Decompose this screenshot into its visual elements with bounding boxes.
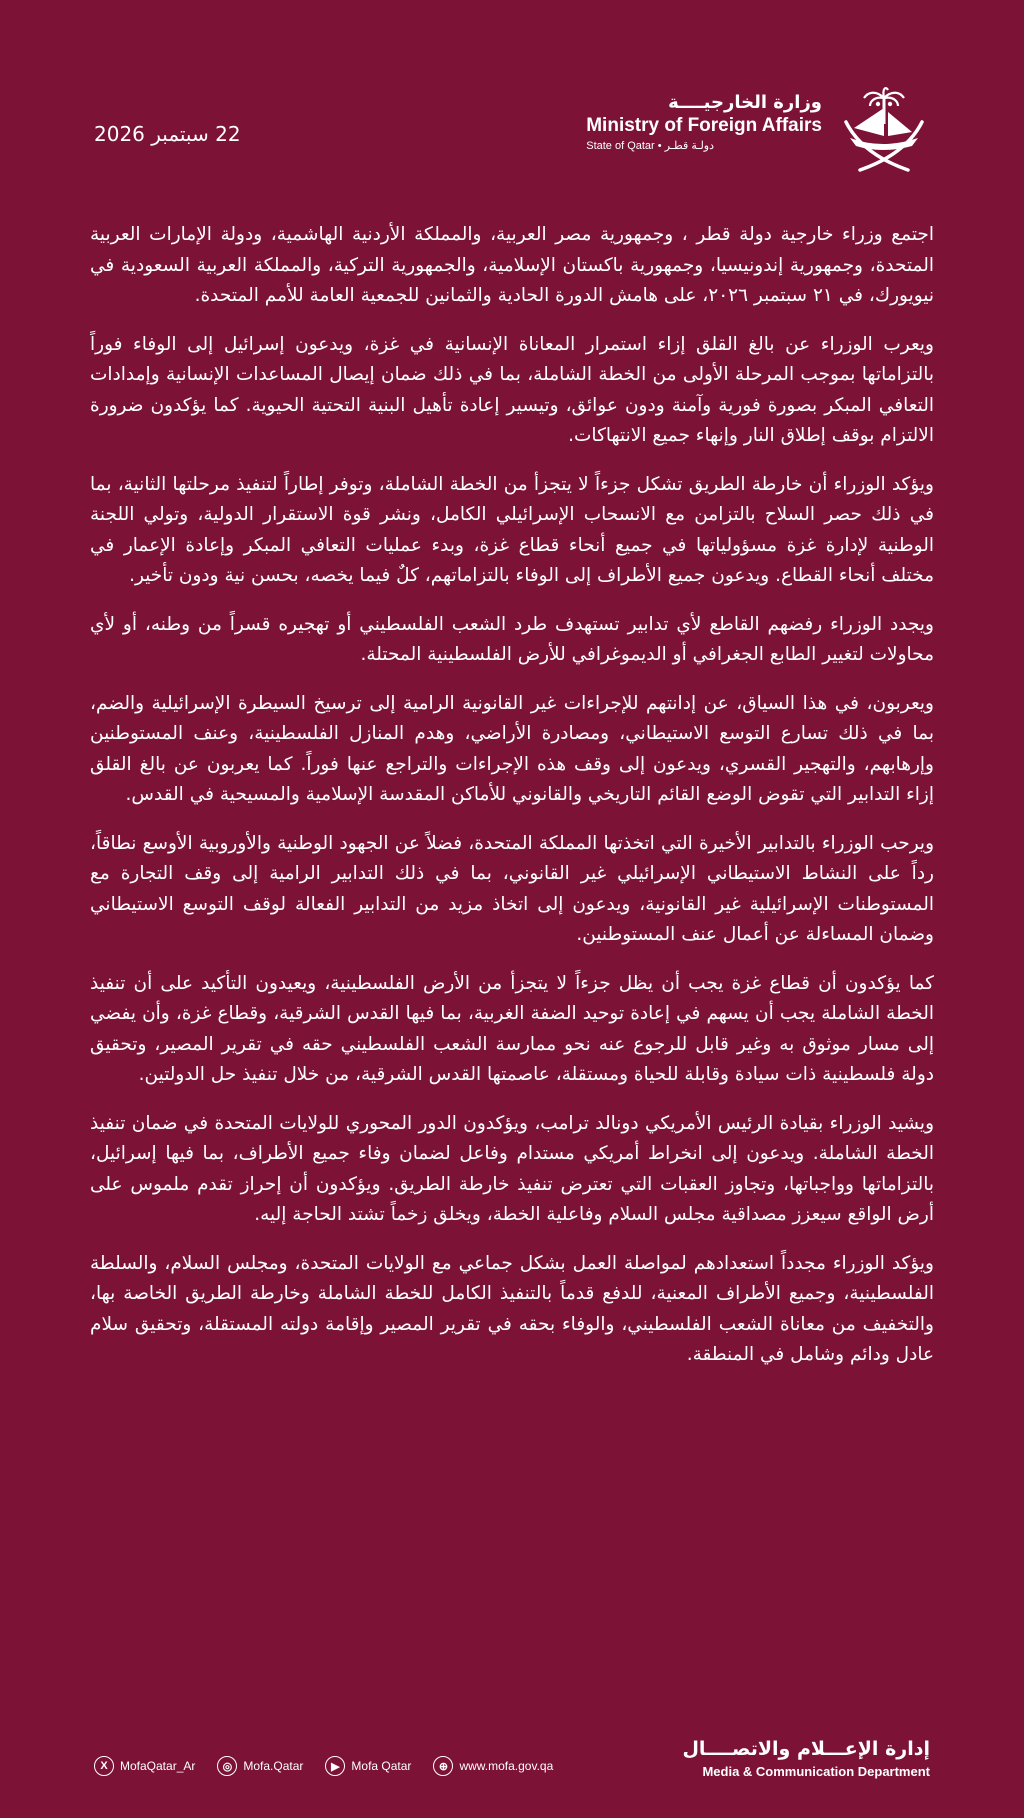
department-name-ar: إدارة الإعـــلام والاتصــــال: [682, 1738, 930, 1760]
logo-text: [586, 92, 822, 152]
paragraph: ويؤكد الوزراء أن خارطة الطريق تشكل جزءاً لا يتجزأ من الخطة الشاملة، وتوفر إطاراً لتنفيذ مرحلتها الثانية، بما في ذلك حصر السلاح بالتزامن مع الانسحاب الإسرائيلي الكامل، ونشر قوة الاستقرار الدولية، وتولي اللجنة الوطنية لإدارة غزة مسؤولياتها في جميع أنحاء قطاع غزة، وبدء عمليات التعافي المبكر وإعادة الإعمار في مختلف أنحاء القطاع. ويدعون جميع الأطراف إلى الوفاء بالتزاماتهم، كلٌ فيما يخصه، بحسن نية ودون تأخير.: [90, 473, 934, 586]
ministry-name-ar: وزارة الخارجيــــة: [668, 92, 822, 113]
instagram-icon: ◎: [217, 1756, 237, 1776]
globe-icon: ⊕: [433, 1756, 453, 1776]
department-name-en: Media & Communication Department: [702, 1764, 930, 1779]
paragraph: اجتمع وزراء خارجية دولة قطر ، وجمهورية مصر العربية، والمملكة الأردنية الهاشمية، ودولة الإمارات العربية المتحدة، وجمهورية إندونيسيا، وجمهورية باكستان الإسلامية، والجمهورية التركية، والمملكة العربية السعودية في نيويورك، في ٢١ سبتمبر ٢٠٢٦، على هامش الدورة الحادية والثمانين للجمعية العامة للأمم المتحدة.: [90, 224, 934, 306]
social-link-youtube[interactable]: [325, 1756, 411, 1776]
qatar-emblem-icon: [832, 84, 932, 174]
statement-date: 22 سبتمبر 2026: [94, 122, 241, 146]
social-handle: Mofa.Qatar: [243, 1759, 304, 1773]
paragraph: ويؤكد الوزراء مجدداً استعدادهم لمواصلة العمل بشكل جماعي مع الولايات المتحدة، ومجلس السلام، والسلطة الفلسطينية، وجميع الأطراف المعنية، للدفع قدماً بالتنفيذ الكامل للخطة الشاملة وخارطة الطريق الخاصة بها، والتخفيف من معاناة الشعب الفلسطيني، والوفاء بحقه في تقرير المصير وإقامة دولته المستقلة، وتحقيق سلام عادل ودائم وشامل في المنطقة.: [90, 1252, 934, 1365]
state-of-qatar-line: State of Qatar • دولـة قطـر: [586, 140, 714, 152]
ministry-logo: [586, 84, 932, 174]
social-link-x[interactable]: [94, 1756, 195, 1776]
paragraph: ويشيد الوزراء بقيادة الرئيس الأمريكي دونالد ترامب، ويؤكدون الدور المحوري للولايات المتحدة في ضمان تنفيذ الخطة الشاملة. ويدعون إلى انخراط أمريكي مستدام وفاعل لضمان وفاء جميع الأطراف، بما فيها إسرائيل، بالتزاماتها وواجباتها، وتجاوز العقبات التي تعترض تنفيذ خارطة الطريق. ويؤكدون أن إحراز تقدم ملموس على أرض الواقع سيعزز مصداقية مجلس السلام وفاعلية الخطة، ويخلق زخماً تشتد الحاجة إليه.: [90, 1112, 934, 1225]
paragraph: ويجدد الوزراء رفضهم القاطع لأي تدابير تستهدف طرد الشعب الفلسطيني أو تهجيره قسراً من وطنه، أو لأي محاولات لتغيير الطابع الجغرافي أو الديموغرافي للأرض الفلسطينية المحتلة.: [90, 613, 934, 665]
social-handle: Mofa Qatar: [351, 1759, 412, 1773]
social-handle: MofaQatar_Ar: [120, 1759, 196, 1773]
paragraph: ويعرب الوزراء عن بالغ القلق إزاء استمرار المعاناة الإنسانية في غزة، ويدعون إسرائيل إلى الوفاء فوراً بالتزاماتها بموجب المرحلة الأولى من الخطة الشاملة، بما في ذلك ضمان إيصال المساعدات الإنسانية وإمدادات التعافي المبكر بصورة فورية وآمنة ودون عوائق، وتيسير إعادة تأهيل البنية التحتية الحيوية. كما يؤكدون ضرورة الالتزام بوقف إطلاق النار وإنهاء جميع الانتهاكات.: [90, 333, 934, 446]
x-icon: X: [94, 1756, 114, 1776]
website-url: www.mofa.gov.qa: [459, 1759, 554, 1773]
paragraph: كما يؤكدون أن قطاع غزة يجب أن يظل جزءاً لا يتجزأ من الأرض الفلسطينية، ويعيدون التأكيد على أن تنفيذ الخطة الشاملة يجب أن يسهم في إعادة توحيد الضفة الغربية، بما فيها القدس الشرقية، وقطاع غزة، وأن يفضي إلى مسار موثوق به وغير قابل للرجوع عنه نحو ممارسة الشعب الفلسطيني حقه في تقرير المصير، وتحقيق دولة فلسطينية ذات سيادة وقابلة للحياة ومستقلة، عاصمتها القدس الشرقية، من خلال تنفيذ حل الدولتين.: [90, 972, 934, 1085]
ministry-name-en: Ministry of Foreign Affairs: [586, 115, 822, 136]
header: [0, 0, 1024, 200]
social-link-website[interactable]: [433, 1756, 553, 1776]
paragraph: ويعربون، في هذا السياق، عن إدانتهم للإجراءات غير القانونية الرامية إلى ترسيخ السيطرة الإسرائيلية والضم، بما في ذلك تسارع التوسع الاستيطاني، ومصادرة الأراضي، وهدم المنازل الفلسطينية، وعنف المستوطنين وإرهابهم، والتهجير القسري، ويدعون إلى وقف هذه الإجراءات والتراجع عنها فوراً. كما يعربون عن بالغ القلق إزاء التدابير التي تقوض الوضع القائم التاريخي والقانوني للأماكن المقدسة الإسلامية والمسيحية في القدس.: [90, 692, 934, 805]
department-signature: [682, 1738, 930, 1779]
paragraph: ويرحب الوزراء بالتدابير الأخيرة التي اتخذتها المملكة المتحدة، فضلاً عن الجهود الوطنية والأوروبية الأوسع نطاقاً، رداً على النشاط الاستيطاني الإسرائيلي غير القانوني، بما في ذلك التدابير الرامية إلى وقف التجارة مع المستوطنات الإسرائيلية غير القانونية، ويدعون إلى اتخاذ مزيد من التدابير الفعالة لوقف التوسع الاستيطاني وضمان المساءلة عن أعمال عنف المستوطنين.: [90, 832, 934, 945]
social-link-instagram[interactable]: [217, 1756, 303, 1776]
statement-body: [90, 220, 934, 1389]
social-links: [94, 1756, 553, 1776]
youtube-icon: ▶: [325, 1756, 345, 1776]
